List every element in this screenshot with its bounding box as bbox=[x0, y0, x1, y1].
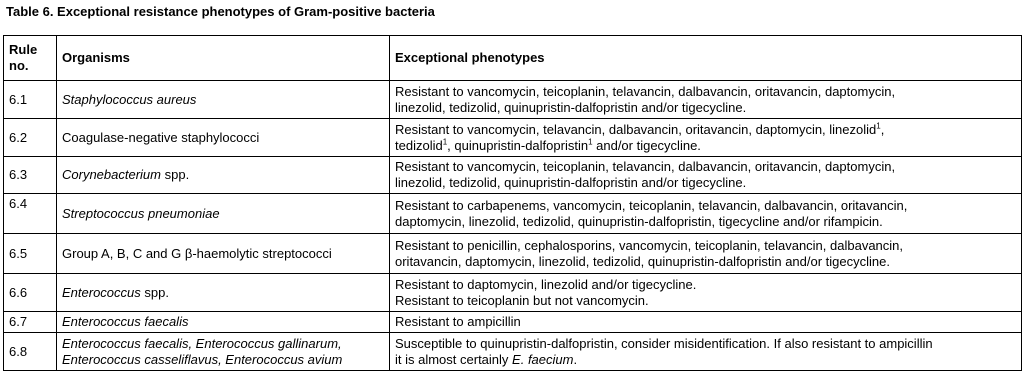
table-row bbox=[4, 194, 1022, 234]
phenotype-cell: Resistant to penicillin, cephalosporins, vancomycin, teicoplanin, telavancin, dalbavancin, oritavancin, daptomycin, linezolid, tedizolid, quinupristin-dalfopristin and/or tigecycline. bbox=[390, 234, 1022, 274]
rule-number: 6.7 bbox=[4, 312, 57, 333]
rule-number: 6.2 bbox=[4, 119, 57, 157]
rule-number: 6.1 bbox=[4, 81, 57, 119]
table-header-row bbox=[4, 36, 1022, 81]
phenotypes-header: Exceptional phenotypes bbox=[390, 36, 1022, 81]
phenotype-cell: Resistant to ampicillin bbox=[390, 312, 1022, 333]
phenotype-cell: Resistant to carbapenems, vancomycin, teicoplanin, telavancin, dalbavancin, oritavancin, daptomycin, linezolid, tedizolid, quinupristin-dalfopristin, tigecycline and/or rifampicin. bbox=[390, 194, 1022, 234]
rule-number: 6.3 bbox=[4, 157, 57, 194]
rule-number: 6.4 bbox=[4, 194, 57, 234]
table-row bbox=[4, 333, 1022, 371]
table-row bbox=[4, 234, 1022, 274]
footnote-marker: 1 bbox=[876, 121, 881, 131]
organisms-header: Organisms bbox=[57, 36, 390, 81]
rule-no-header: Rule no. bbox=[4, 36, 57, 81]
rule-number: 6.6 bbox=[4, 274, 57, 312]
table-row bbox=[4, 312, 1022, 333]
organism-cell: Enterococcus faecalis bbox=[57, 312, 390, 333]
rule-number: 6.5 bbox=[4, 234, 57, 274]
phenotype-cell: Resistant to vancomycin, teicoplanin, telavancin, dalbavancin, oritavancin, daptomycin, linezolid, tedizolid, quinupristin-dalfopristin and/or tigecycline. bbox=[390, 81, 1022, 119]
table-row bbox=[4, 81, 1022, 119]
organism-cell: Enterococcus spp. bbox=[57, 274, 390, 312]
table-row bbox=[4, 274, 1022, 312]
organism-cell: Corynebacterium spp. bbox=[57, 157, 390, 194]
organism-cell: Streptococcus pneumoniae bbox=[57, 194, 390, 234]
organism-cell: Staphylococcus aureus bbox=[57, 81, 390, 119]
footnote-marker: 1 bbox=[588, 137, 593, 147]
phenotype-cell: Susceptible to quinupristin-dalfopristin, consider misidentification. If also resistant to ampicillin it is almost certainly E. faecium. bbox=[390, 333, 1022, 371]
phenotype-cell: Resistant to vancomycin, telavancin, dalbavancin, oritavancin, daptomycin, linezolid$^1$, tedizolid$^1$, quinupristin-dalfopristin$^1$ and/or tigecycline. bbox=[390, 119, 1022, 157]
rule-number: 6.8 bbox=[4, 333, 57, 371]
footnote-marker: 1 bbox=[442, 137, 448, 147]
table-row bbox=[4, 119, 1022, 157]
phenotype-cell: Resistant to daptomycin, linezolid and/or tigecycline. Resistant to teicoplanin but not vancomycin. bbox=[390, 274, 1022, 312]
organism-cell: Enterococcus faecalis, Enterococcus gallinarum, Enterococcus casseliflavus, Enterococcus avium bbox=[57, 333, 390, 371]
table-caption: Table 6. Exceptional resistance phenotypes of Gram-positive bacteria bbox=[6, 4, 435, 19]
resistance-table bbox=[3, 35, 1022, 371]
phenotype-cell: Resistant to vancomycin, teicoplanin, telavancin, dalbavancin, oritavancin, daptomycin, linezolid, tedizolid, quinupristin-dalfopristin and/or tigecycline. bbox=[390, 157, 1022, 194]
organism-cell: Coagulase-negative staphylococci bbox=[57, 119, 390, 157]
table-row bbox=[4, 157, 1022, 194]
organism-cell: Group A, B, C and G β-haemolytic streptococci bbox=[57, 234, 390, 274]
